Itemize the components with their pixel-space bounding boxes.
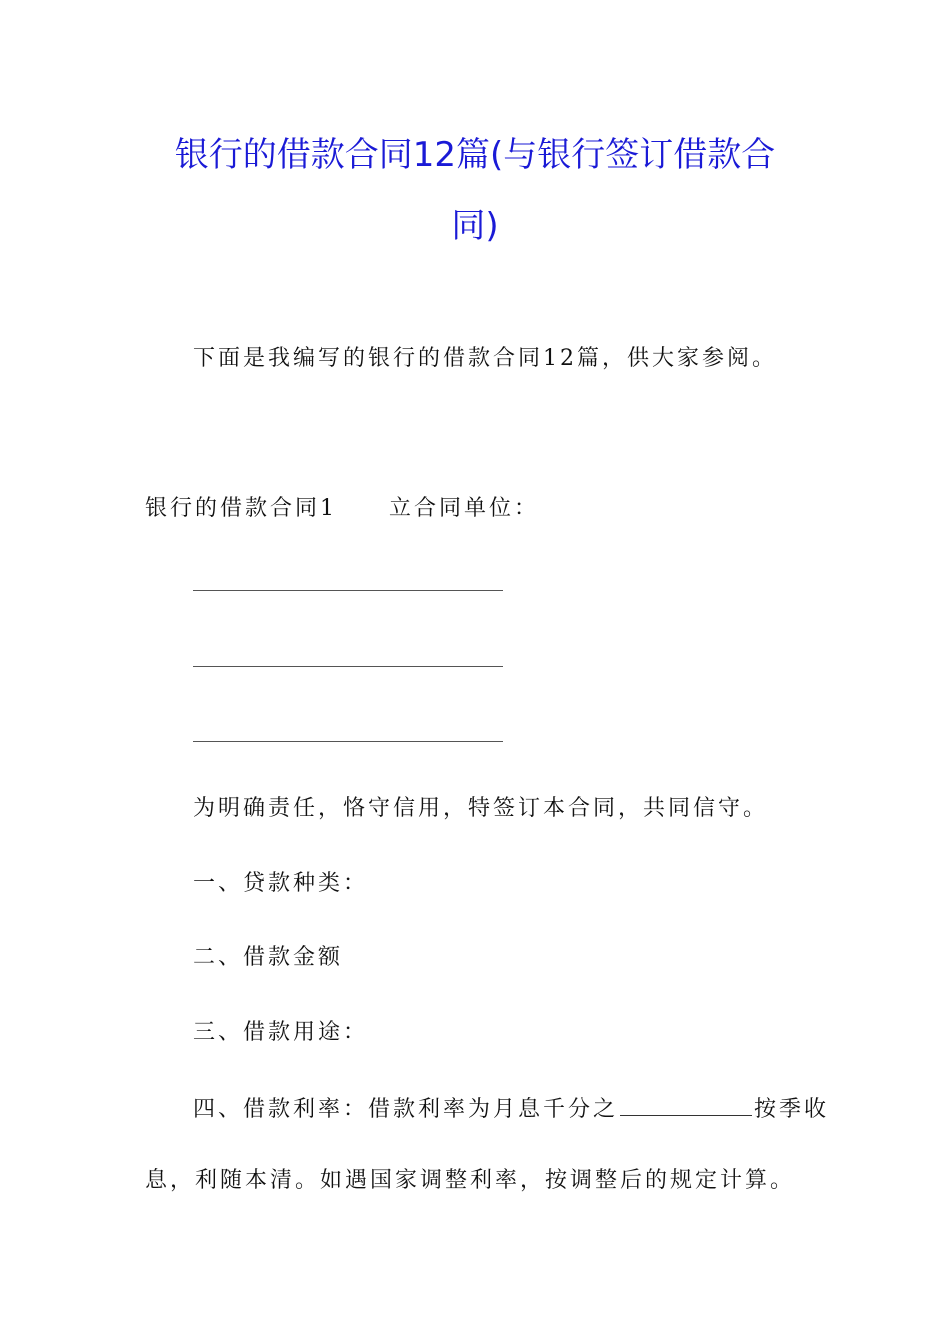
party-label: 立合同单位： xyxy=(389,496,540,521)
clause-loan-amount: 二、借款金额 xyxy=(193,945,344,970)
clause-interest-rate-continued: 息，利随本清。如遇国家调整利率，按调整后的规定计算。 xyxy=(145,1168,796,1193)
clause-loan-purpose: 三、借款用途： xyxy=(193,1020,369,1045)
interest-rate-text: 四、借款利率：借款利率为月息千分之 xyxy=(193,1097,619,1122)
section-heading-row xyxy=(145,496,539,522)
party-blank-line-1 xyxy=(193,590,503,591)
clause-interest-rate xyxy=(193,1095,829,1123)
clause-loan-type: 一、贷款种类： xyxy=(193,871,369,896)
section-heading: 银行的借款合同1 xyxy=(145,496,337,521)
interest-rate-text-tail: 按季收 xyxy=(754,1097,830,1122)
party-blank-line-2 xyxy=(193,666,503,667)
document-title-line-2: 同) xyxy=(451,206,499,246)
document-title-line-1: 银行的借款合同12篇(与银行签订借款合 xyxy=(174,135,776,175)
interest-rate-blank xyxy=(620,1095,752,1116)
party-blank-line-3 xyxy=(193,741,503,742)
intro-paragraph: 下面是我编写的银行的借款合同12篇，供大家参阅。 xyxy=(193,346,777,371)
purpose-paragraph: 为明确责任，恪守信用，特签订本合同，共同信守。 xyxy=(193,796,769,821)
